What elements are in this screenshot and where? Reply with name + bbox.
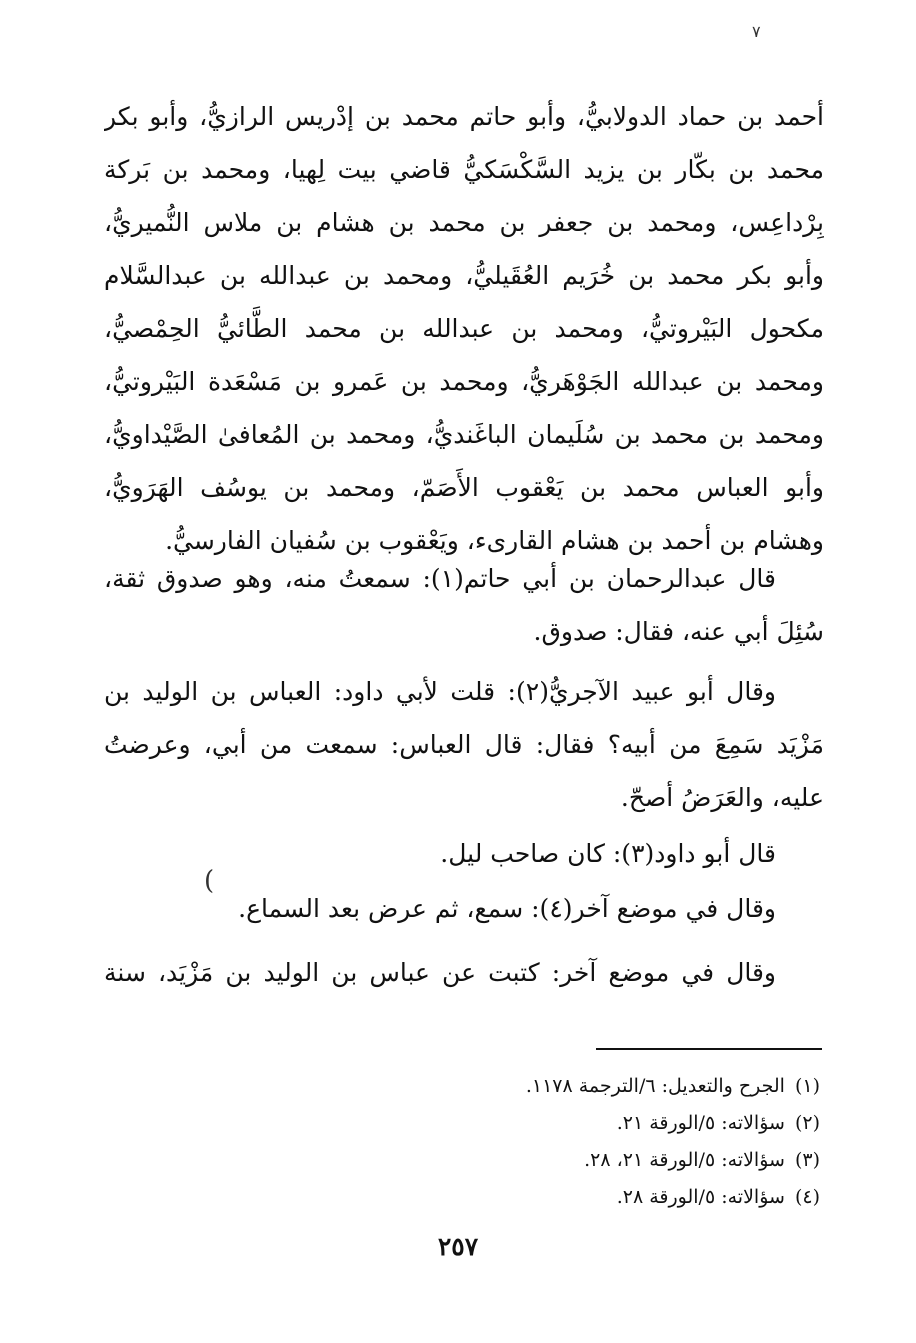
quote-another-place: [104, 882, 824, 935]
footnote-number: (٢): [794, 1112, 820, 1134]
text-line: مَزْيَد سَمِعَ من أبيه؟ فقال: قال العباس: سمعت من أبي، وعرضتُ: [104, 730, 824, 759]
text-line: وأبو العباس محمد بن يَعْقوب الأَصَمّ، ومحمد بن يوسُف الهَرَويُّ،: [104, 473, 824, 502]
footnote-number: (١): [794, 1075, 820, 1097]
text-line: ومحمد بن محمد بن سُلَيمان الباغَنديُّ، ومحمد بن المُعافىٰ الصَّيْداويُّ،: [104, 420, 824, 449]
text-line: وقال في موضع آخر(٤): سمع، ثم عرض بعد السماع.: [238, 894, 776, 923]
footnote-item: [360, 1179, 820, 1216]
margin-parenthesis-mark: (: [204, 866, 215, 896]
footnote-number: (٤): [794, 1186, 820, 1208]
footnote-text: سؤالاته: ٥/الورقة ٢٨.: [616, 1186, 785, 1208]
text-line: بِرْداعِس، ومحمد بن جعفر بن محمد بن هشام بن ملاس النُّميريُّ،: [104, 208, 824, 237]
text-line: قال أبو داود(٣): كان صاحب ليل.: [440, 839, 776, 868]
quote-al-ajurri: [104, 665, 824, 824]
footnote-item: [360, 1068, 820, 1105]
text-line: ومحمد بن عبدالله الجَوْهَريُّ، ومحمد بن عَمرو بن مَسْعَدة البَيْروتيُّ،: [104, 367, 824, 396]
text-line: وأبو بكر محمد بن خُرَيم العُقَيليُّ، ومحمد بن عبدالله بن عبدالسَّلام: [104, 261, 824, 290]
text-line: قال عبدالرحمان بن أبي حاتم(١): سمعتُ منه، وهو صدوق ثقة،: [104, 564, 776, 593]
page-number: ٢٥٧: [437, 1232, 479, 1261]
footnotes: [360, 1068, 820, 1216]
text-line: مكحول البَيْروتيُّ، ومحمد بن عبدالله بن محمد الطَّائيُّ الحِمْصيُّ،: [104, 314, 824, 343]
quote-another-place-2: [104, 946, 824, 999]
footnote-text: سؤالاته: ٥/الورقة ٢١.: [616, 1112, 785, 1134]
text-line: وقال أبو عبيد الآجريُّ(٢): قلت لأبي داود: العباس بن الوليد بن: [104, 677, 776, 706]
footnote-item: [360, 1142, 820, 1179]
footnote-item: [360, 1105, 820, 1142]
text-line: وهشام بن أحمد بن هشام القارىء، ويَعْقوب بن سُفيان الفارسيُّ.: [165, 526, 824, 555]
narrators-paragraph: [104, 90, 824, 567]
corner-mark: ٧: [752, 22, 761, 41]
footnote-text: الجرح والتعديل: ٦/الترجمة ١١٧٨.: [525, 1075, 785, 1097]
text-line: سُئِلَ أبي عنه، فقال: صدوق.: [533, 617, 824, 646]
text-line: محمد بن بكّار بن يزيد السَّكْسَكيُّ قاضي بيت لِهيا، ومحمد بن بَركة: [104, 155, 824, 184]
footnote-number: (٣): [794, 1149, 820, 1171]
text-line: عليه، والعَرَضُ أصحّ.: [620, 783, 824, 812]
footnote-text: سؤالاته: ٥/الورقة ٢١، ٢٨.: [584, 1149, 785, 1171]
text-line: أحمد بن حماد الدولابيُّ، وأبو حاتم محمد بن إدْريس الرازيُّ، وأبو بكر: [104, 102, 824, 131]
quote-ibn-abi-hatim: [104, 552, 824, 658]
footnote-divider: [596, 1048, 822, 1050]
text-line: وقال في موضع آخر: كتبت عن عباس بن الوليد بن مَزْيَد، سنة: [104, 958, 776, 987]
